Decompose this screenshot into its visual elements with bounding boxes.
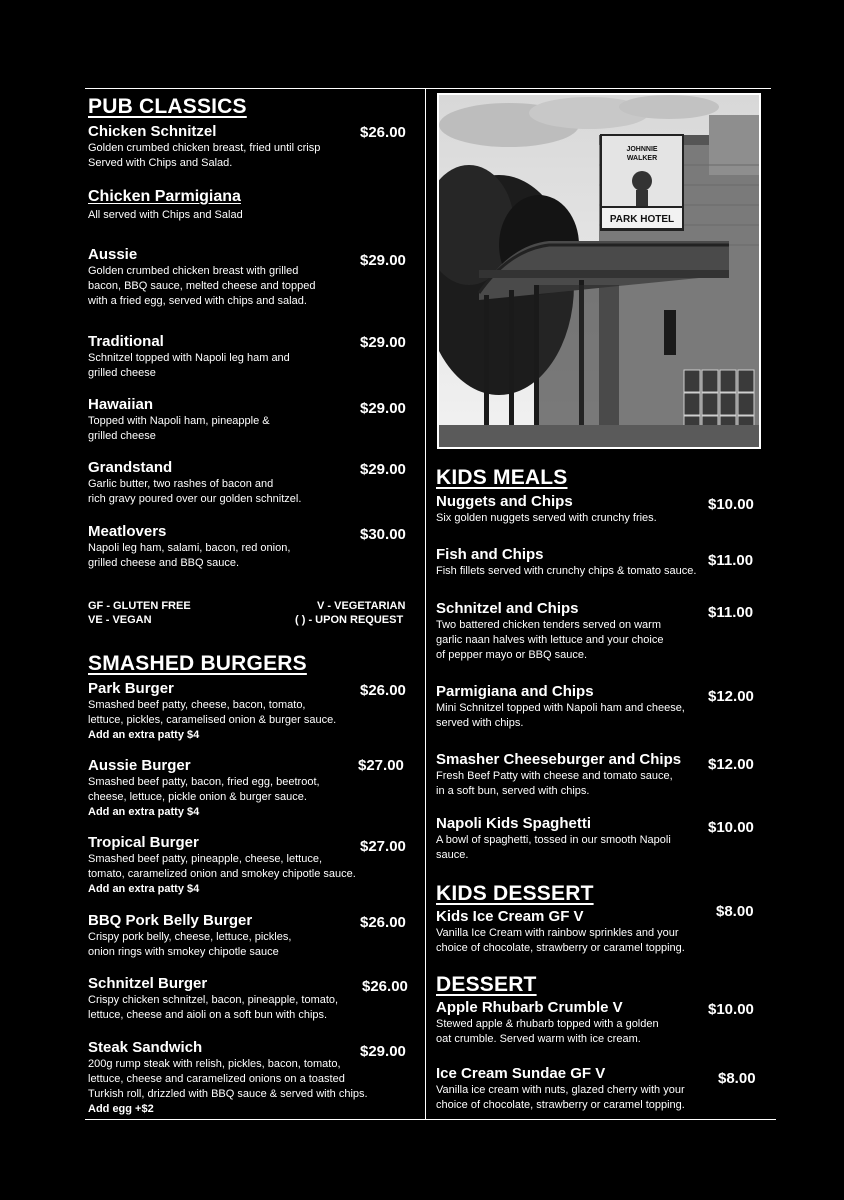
item-name: Aussie xyxy=(88,246,138,263)
item-price: $26.00 xyxy=(360,914,406,931)
menu-item-grandstand-parmi xyxy=(88,458,301,507)
item-description: Garlic butter, two rashes of bacon and rich gravy poured over our golden schnitzel. xyxy=(88,478,302,505)
item-extra: Add egg +$2 xyxy=(88,1103,154,1115)
pub-classics-title: PUB CLASSICS xyxy=(88,95,247,118)
hotel-illustration xyxy=(439,95,759,447)
item-description: Mini Schnitzel topped with Napoli ham and cheese, served with chips. xyxy=(436,702,685,729)
item-price: $27.00 xyxy=(360,838,406,855)
legend-gluten-free: GF - GLUTEN FREE xyxy=(88,600,191,612)
item-price: $12.00 xyxy=(708,756,754,773)
item-name: Nuggets and Chips xyxy=(436,493,573,510)
item-price: $11.00 xyxy=(708,604,754,621)
item-name: Aussie Burger xyxy=(88,757,191,774)
column-divider xyxy=(425,88,426,1120)
sign-walker-text: WALKER xyxy=(626,155,658,162)
item-name: Traditional xyxy=(88,333,164,350)
item-name: BBQ Pork Belly Burger xyxy=(88,912,253,929)
item-name: Apple Rhubarb Crumble V xyxy=(436,999,623,1016)
item-description: Golden crumbed chicken breast with grilled bacon, BBQ sauce, melted cheese and topped with a fried egg, served with chips and salad. xyxy=(88,265,316,307)
item-price: $12.00 xyxy=(708,688,754,705)
item-description: A bowl of spaghetti, tossed in our smooth Napoli sauce. xyxy=(436,834,671,861)
menu-item-traditional-parmi xyxy=(88,332,290,381)
park-hotel-photo xyxy=(437,93,761,449)
item-price: $26.00 xyxy=(362,978,408,995)
menu-item-meatlovers-parmi xyxy=(88,522,290,571)
legend-vegan: VE - VEGAN xyxy=(88,614,152,626)
item-price: $11.00 xyxy=(708,552,754,569)
kids-meals-title: KIDS MEALS xyxy=(436,466,568,489)
item-description: Fish fillets served with crunchy chips & tomato sauce. xyxy=(436,565,697,577)
menu-item-kids-ice-cream xyxy=(436,907,685,956)
item-price: $29.00 xyxy=(360,1043,406,1060)
item-description: Two battered chicken tenders served on warm garlic naan halves with lettuce and your choice of pepper mayo or BBQ sauce. xyxy=(436,619,664,661)
item-name: Ice Cream Sundae GF V xyxy=(436,1065,606,1082)
item-name: Napoli Kids Spaghetti xyxy=(436,815,592,832)
item-name: Tropical Burger xyxy=(88,834,199,851)
item-price: $29.00 xyxy=(360,252,406,269)
menu-item-aussie-parmi xyxy=(88,245,316,309)
item-description: Six golden nuggets served with crunchy fries. xyxy=(436,512,657,524)
item-name: Steak Sandwich xyxy=(88,1039,203,1056)
item-description: Napoli leg ham, salami, bacon, red onion, grilled cheese and BBQ sauce. xyxy=(88,542,291,569)
item-price: $29.00 xyxy=(360,461,406,478)
item-price: $8.00 xyxy=(718,1070,756,1087)
item-extra: Add an extra patty $4 xyxy=(88,806,200,818)
item-description: 200g rump steak with relish, pickles, bacon, tomato, lettuce, cheese and caramelized onions on a toasted Turkish roll, drizzled with BBQ sauce & served with chips. xyxy=(88,1058,368,1100)
menu-item-hawaiian-parmi xyxy=(88,395,270,444)
item-price: $27.00 xyxy=(358,757,404,774)
menu-item-chicken-schnitzel xyxy=(88,122,320,171)
item-price: $30.00 xyxy=(360,526,406,543)
item-name: Park Burger xyxy=(88,680,174,697)
menu-item-apple-rhubarb-crumble xyxy=(436,998,659,1047)
item-description: Stewed apple & rhubarb topped with a golden oat crumble. Served warm with ice cream. xyxy=(436,1018,659,1045)
item-price: $10.00 xyxy=(708,496,754,513)
item-description: Smashed beef patty, cheese, bacon, tomato, lettuce, pickles, caramelised onion & burger sauce. xyxy=(88,699,337,726)
item-description: Smashed beef patty, pineapple, cheese, lettuce, tomato, caramelized onion and smokey chipotle sauce. xyxy=(88,853,356,880)
legend-upon-request: ( ) - UPON REQUEST xyxy=(295,614,404,626)
smashed-burgers-title: SMASHED BURGERS xyxy=(88,652,307,675)
menu-item-schnitzel-burger xyxy=(88,974,338,1023)
item-description: Vanilla Ice Cream with rainbow sprinkles and your choice of chocolate, strawberry or caramel topping. xyxy=(436,927,685,954)
dessert-title: DESSERT xyxy=(436,973,537,996)
item-description: Crispy pork belly, cheese, lettuce, pickles, onion rings with smokey chipotle sauce xyxy=(88,931,292,958)
item-name: Kids Ice Cream GF V xyxy=(436,908,584,925)
item-name: Parmigiana and Chips xyxy=(436,683,594,700)
item-name: Schnitzel Burger xyxy=(88,975,208,992)
item-price: $10.00 xyxy=(708,819,754,836)
bottom-rule xyxy=(85,1119,776,1120)
sign-johnnie-text: JOHNNIE xyxy=(626,146,658,153)
item-extra: Add an extra patty $4 xyxy=(88,729,200,741)
top-rule xyxy=(85,88,771,89)
item-price: $26.00 xyxy=(360,124,406,141)
item-name: Meatlovers xyxy=(88,523,167,540)
chicken-parmigiana-title: Chicken Parmigiana xyxy=(88,188,241,205)
menu-item-smasher-cheeseburger xyxy=(436,750,681,799)
parmigiana-note: All served with Chips and Salad xyxy=(88,209,243,221)
item-price: $10.00 xyxy=(708,1001,754,1018)
item-description: Crispy chicken schnitzel, bacon, pineapple, tomato, lettuce, cheese and aioli on a soft bun with chips. xyxy=(88,994,339,1021)
item-description: Topped with Napoli ham, pineapple & grilled cheese xyxy=(88,415,270,442)
item-name: Hawaiian xyxy=(88,396,154,413)
menu-item-nuggets-and-chips xyxy=(436,492,657,526)
menu-item-parmigiana-and-chips xyxy=(436,682,685,731)
menu-item-park-burger xyxy=(88,679,336,742)
item-description: Smashed beef patty, bacon, fried egg, beetroot, cheese, lettuce, pickle onion & burger sauce. xyxy=(88,776,320,803)
kids-dessert-title: KIDS DESSERT xyxy=(436,882,594,905)
menu-item-schnitzel-and-chips xyxy=(436,599,663,663)
item-description: Vanilla ice cream with nuts, glazed cherry with your choice of chocolate, strawberry or caramel topping. xyxy=(436,1084,685,1111)
item-extra: Add an extra patty $4 xyxy=(88,883,200,895)
menu-item-bbq-pork-belly-burger xyxy=(88,911,291,960)
item-description: Golden crumbed chicken breast, fried until crisp Served with Chips and Salad. xyxy=(88,142,321,169)
item-price: $29.00 xyxy=(360,400,406,417)
item-price: $8.00 xyxy=(716,903,754,920)
item-description: Schnitzel topped with Napoli leg ham and grilled cheese xyxy=(88,352,290,379)
sign-park-hotel-text: PARK HOTEL xyxy=(609,214,675,225)
item-name: Fish and Chips xyxy=(436,546,544,563)
menu-item-ice-cream-sundae xyxy=(436,1064,685,1113)
menu-item-napoli-kids-spaghetti xyxy=(436,814,671,863)
item-name: Grandstand xyxy=(88,459,173,476)
menu-item-aussie-burger xyxy=(88,756,320,819)
menu-item-steak-sandwich xyxy=(88,1038,368,1116)
item-name: Schnitzel and Chips xyxy=(436,600,579,617)
menu-item-tropical-burger xyxy=(88,833,356,896)
menu-item-fish-and-chips xyxy=(436,545,696,579)
item-price: $29.00 xyxy=(360,334,406,351)
item-price: $26.00 xyxy=(360,682,406,699)
item-description: Fresh Beef Patty with cheese and tomato sauce, in a soft bun, served with chips. xyxy=(436,770,673,797)
item-name: Chicken Schnitzel xyxy=(88,123,217,140)
item-name: Smasher Cheeseburger and Chips xyxy=(436,751,682,768)
legend-vegetarian: V - VEGETARIAN xyxy=(317,600,406,612)
